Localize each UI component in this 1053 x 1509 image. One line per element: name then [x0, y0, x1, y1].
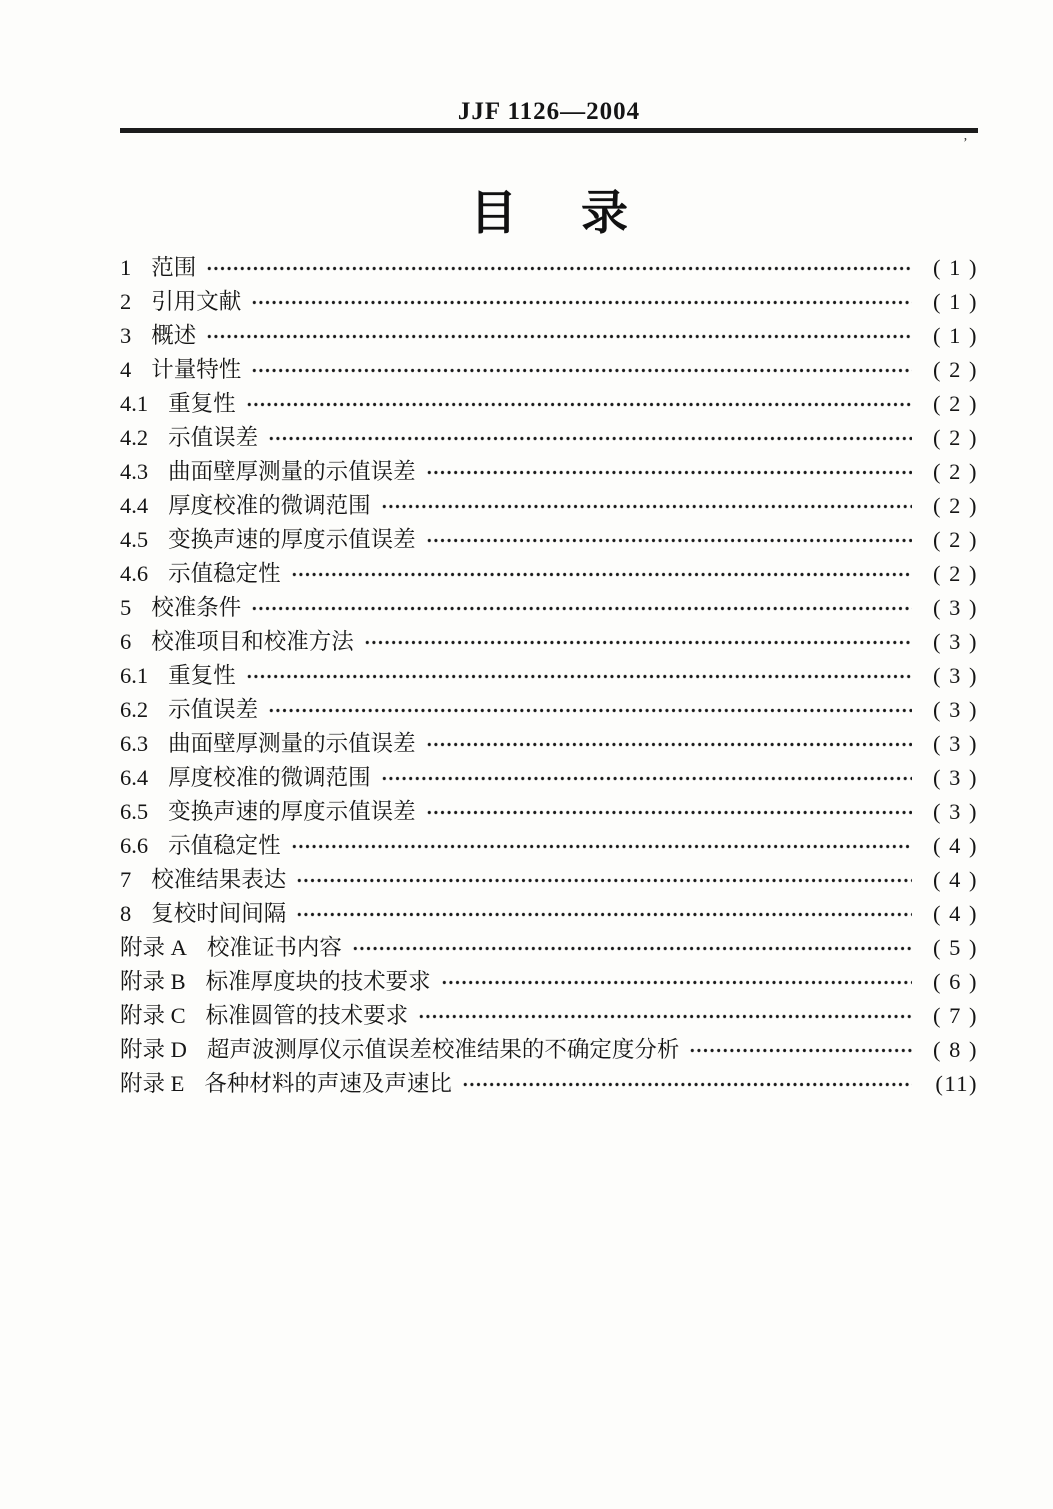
toc-dot-leader	[462, 1067, 912, 1101]
toc-dot-leader	[426, 727, 912, 761]
toc-dot-leader	[246, 659, 912, 693]
toc-entry-title: 变换声速的厚度示值误差	[168, 799, 416, 824]
toc-entry-page: ( 2 )	[933, 357, 978, 382]
toc-dot-leader	[251, 591, 912, 625]
toc-entry-title: 示值误差	[168, 425, 259, 450]
toc-entry-number: 2	[120, 289, 132, 314]
toc-dot-leader	[296, 897, 912, 931]
toc-dot-leader	[268, 421, 912, 455]
toc-dot-leader	[268, 693, 912, 727]
toc-dot-leader	[352, 931, 912, 965]
toc-entry-page: ( 6 )	[933, 969, 978, 994]
toc-entry-page: ( 1 )	[933, 289, 978, 314]
toc-entry-page: ( 1 )	[933, 255, 978, 280]
toc-dot-leader	[381, 761, 912, 795]
toc-dot-leader	[426, 795, 912, 829]
toc-entry-title: 厚度校准的微调范围	[168, 493, 371, 518]
toc-entry-number: 6.2	[120, 697, 149, 722]
toc-dot-leader	[291, 829, 912, 863]
toc-dot-leader	[364, 625, 912, 659]
toc-entry-title: 重复性	[168, 391, 236, 416]
toc-entry-number: 5	[120, 595, 132, 620]
toc-entry-number: 6.1	[120, 663, 149, 688]
toc-entry-title: 标准圆管的技术要求	[205, 1003, 409, 1028]
toc-entry-page: ( 3 )	[933, 595, 978, 620]
toc-entry-title: 曲面壁厚测量的示值误差	[168, 459, 416, 484]
toc-entry-number: 6.6	[120, 833, 149, 858]
toc-entry-page: ( 8 )	[933, 1037, 978, 1062]
toc-entry-page: ( 3 )	[933, 663, 978, 688]
toc-entry	[120, 863, 978, 897]
toc-entry-title: 校准项目和校准方法	[151, 629, 354, 654]
toc-entry-page: ( 2 )	[933, 425, 978, 450]
toc-entry-number: 4.1	[120, 391, 149, 416]
toc-dot-leader	[381, 489, 912, 523]
toc-dot-leader	[441, 965, 912, 999]
table-of-contents	[120, 251, 978, 1101]
toc-entry	[120, 557, 978, 591]
toc-entry-title: 变换声速的厚度示值误差	[168, 527, 416, 552]
toc-dot-leader	[426, 455, 912, 489]
toc-entry-page: ( 2 )	[933, 493, 978, 518]
toc-entry	[120, 591, 978, 625]
toc-entry-title: 校准条件	[151, 595, 242, 620]
toc-dot-leader	[418, 999, 912, 1033]
toc-entry	[120, 897, 978, 931]
toc-entry-page: ( 3 )	[933, 629, 978, 654]
toc-dot-leader	[296, 863, 912, 897]
toc-entry-page: ( 7 )	[933, 1003, 978, 1028]
toc-entry	[120, 965, 978, 999]
toc-entry-number: 1	[120, 255, 132, 280]
toc-entry-page: ( 4 )	[933, 901, 978, 926]
toc-entry-number: 6.5	[120, 799, 149, 824]
toc-entry	[120, 353, 978, 387]
header-rule	[120, 128, 978, 133]
toc-entry-title: 示值稳定性	[168, 833, 281, 858]
toc-entry	[120, 421, 978, 455]
toc-entry	[120, 999, 978, 1033]
toc-dot-leader	[251, 285, 912, 319]
toc-entry-number: 3	[120, 323, 132, 348]
toc-entry-title: 各种材料的声速及声速比	[204, 1071, 452, 1096]
toc-entry-number: 8	[120, 901, 132, 926]
toc-entry-page: ( 4 )	[933, 867, 978, 892]
toc-entry-number: 附录 A	[120, 935, 187, 960]
toc-entry-number: 附录 D	[120, 1037, 187, 1062]
toc-entry-title: 重复性	[168, 663, 236, 688]
toc-dot-leader	[426, 523, 912, 557]
toc-entry	[120, 693, 978, 727]
toc-entry-page: ( 2 )	[933, 527, 978, 552]
toc-entry-title: 校准证书内容	[206, 935, 342, 960]
toc-entry	[120, 489, 978, 523]
toc-dot-leader	[251, 353, 912, 387]
toc-entry-number: 4.6	[120, 561, 149, 586]
toc-entry	[120, 761, 978, 795]
toc-entry	[120, 727, 978, 761]
toc-entry	[120, 285, 978, 319]
toc-entry	[120, 829, 978, 863]
toc-entry-number: 6.3	[120, 731, 149, 756]
toc-entry-number: 6.4	[120, 765, 149, 790]
toc-entry-number: 4.2	[120, 425, 149, 450]
toc-entry-title: 示值稳定性	[168, 561, 281, 586]
toc-entry	[120, 319, 978, 353]
toc-entry-page: ( 3 )	[933, 799, 978, 824]
toc-dot-leader	[246, 387, 912, 421]
toc-entry-number: 4	[120, 357, 132, 382]
toc-entry-number: 7	[120, 867, 132, 892]
toc-entry-page: ( 4 )	[933, 833, 978, 858]
toc-entry-title: 计量特性	[151, 357, 242, 382]
toc-entry-page: ( 5 )	[933, 935, 978, 960]
toc-entry-page: ( 2 )	[933, 561, 978, 586]
toc-entry-title: 校准结果表达	[151, 867, 287, 892]
toc-entry-page: ( 2 )	[933, 391, 978, 416]
toc-dot-leader	[206, 251, 912, 285]
toc-entry-title: 厚度校准的微调范围	[168, 765, 371, 790]
toc-entry	[120, 659, 978, 693]
toc-entry-title: 示值误差	[168, 697, 259, 722]
toc-entry-title: 复校时间间隔	[151, 901, 287, 926]
toc-entry-number: 4.4	[120, 493, 149, 518]
toc-entry	[120, 387, 978, 421]
toc-entry-title: 标准厚度块的技术要求	[205, 969, 431, 994]
toc-entry	[120, 625, 978, 659]
page-title	[120, 176, 978, 243]
toc-entry-title: 曲面壁厚测量的示值误差	[168, 731, 416, 756]
toc-entry-number: 6	[120, 629, 132, 654]
toc-entry-number: 附录 E	[120, 1071, 185, 1096]
toc-entry	[120, 455, 978, 489]
toc-entry	[120, 251, 978, 285]
toc-entry	[120, 523, 978, 557]
toc-entry-number: 附录 B	[120, 969, 186, 994]
toc-entry-page: ( 3 )	[933, 731, 978, 756]
toc-entry	[120, 1067, 978, 1101]
toc-entry-title: 概述	[151, 323, 197, 348]
toc-entry	[120, 1033, 978, 1067]
toc-entry-page: ( 3 )	[933, 765, 978, 790]
toc-entry-title: 范围	[151, 255, 197, 280]
toc-entry	[120, 795, 978, 829]
toc-entry-page: ( 2 )	[933, 459, 978, 484]
toc-entry-title: 超声波测厚仪示值误差校准结果的不确定度分析	[206, 1037, 680, 1062]
scan-artifact-mark: ’	[963, 136, 968, 151]
toc-entry-number: 附录 C	[120, 1003, 186, 1028]
toc-dot-leader	[689, 1033, 912, 1067]
toc-entry-number: 4.3	[120, 459, 149, 484]
page-title-char-right: 录	[581, 186, 628, 239]
standard-number-header: JJF 1126—2004	[457, 98, 641, 125]
toc-entry-title: 引用文献	[151, 289, 242, 314]
toc-entry-number: 4.5	[120, 527, 149, 552]
page-title-char-left: 目	[470, 186, 517, 239]
toc-entry-page: ( 1 )	[933, 323, 978, 348]
toc-entry-page: ( 3 )	[933, 697, 978, 722]
toc-dot-leader	[206, 319, 912, 353]
toc-entry	[120, 931, 978, 965]
toc-entry-page: (11)	[935, 1071, 978, 1096]
toc-dot-leader	[291, 557, 912, 591]
